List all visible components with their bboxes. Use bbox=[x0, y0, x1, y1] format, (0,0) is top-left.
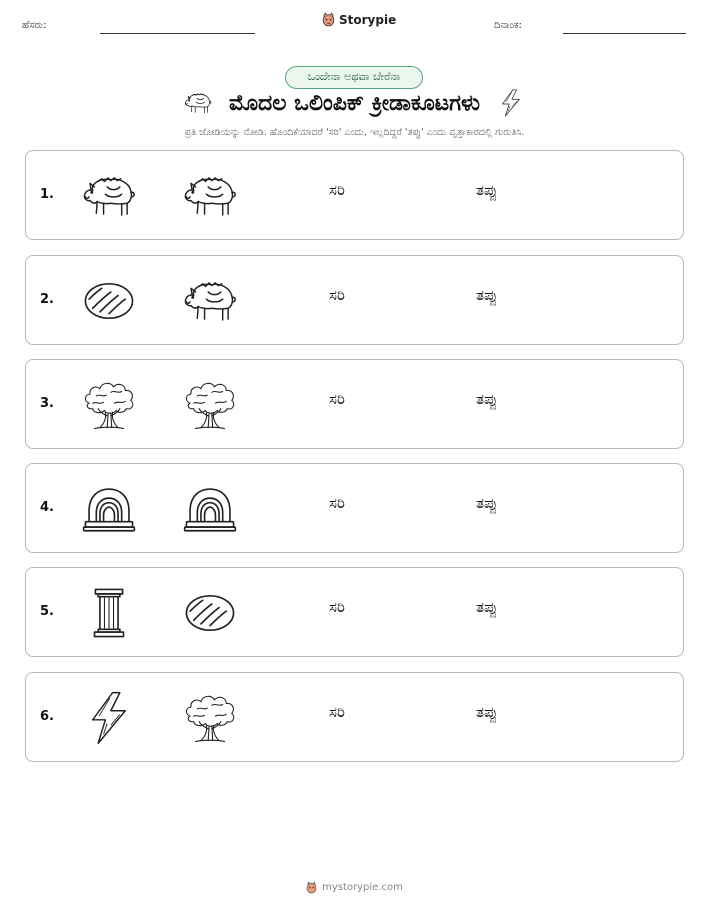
question-row bbox=[25, 359, 684, 449]
boar-icon bbox=[181, 88, 215, 118]
false-option[interactable]: ತಪ್ಪು bbox=[476, 598, 498, 616]
instructions: ಪ್ರತಿ ಜೋಡಿಯನ್ನು ನೋಡಿ. ಹೊಂದಿಕೆಯಾದರೆ 'ಸರಿ' ಎಂದು, ಇಲ್ಲದಿದ್ದರೆ 'ತಪ್ಪು' ಎಂದು ವೃತ್ತಾಕಾರದಲ್ಲಿ ಗುರುತಿಸಿ. bbox=[184, 127, 525, 138]
storypie-mascot-icon bbox=[322, 12, 335, 27]
worksheet-type-tag: ಒಂದೇನಾ ಅಥವಾ ಬೇರೆನಾ bbox=[285, 66, 423, 89]
brand-logo bbox=[322, 12, 396, 27]
oven-icon bbox=[181, 480, 239, 538]
true-option[interactable]: ಸರಿ bbox=[329, 286, 345, 304]
true-option[interactable]: ಸರಿ bbox=[329, 181, 345, 199]
false-option[interactable]: ತಪ್ಪು bbox=[476, 494, 498, 512]
question-number: 1. bbox=[40, 187, 54, 202]
lightning-icon bbox=[494, 88, 528, 118]
question-number: 4. bbox=[40, 500, 54, 515]
boar-icon bbox=[80, 167, 138, 225]
question-number: 3. bbox=[40, 396, 54, 411]
question-row bbox=[25, 150, 684, 240]
date-label: ದಿನಾಂಕ: bbox=[494, 20, 522, 31]
oven-icon bbox=[80, 480, 138, 538]
false-option[interactable]: ತಪ್ಪು bbox=[476, 703, 498, 721]
bread-icon bbox=[181, 584, 239, 642]
footer-site-link[interactable]: mystorypie.com bbox=[322, 882, 403, 893]
olive-tree-icon bbox=[80, 376, 138, 434]
question-row bbox=[25, 672, 684, 762]
name-field[interactable] bbox=[100, 33, 255, 34]
column-icon bbox=[80, 584, 138, 642]
question-number: 5. bbox=[40, 604, 54, 619]
lightning-icon bbox=[80, 689, 138, 747]
storypie-mascot-icon bbox=[306, 881, 317, 894]
question-row bbox=[25, 255, 684, 345]
question-row bbox=[25, 567, 684, 657]
false-option[interactable]: ತಪ್ಪು bbox=[476, 390, 498, 408]
question-number: 2. bbox=[40, 292, 54, 307]
true-option[interactable]: ಸರಿ bbox=[329, 703, 345, 721]
boar-icon bbox=[181, 167, 239, 225]
question-row bbox=[25, 463, 684, 553]
title-row bbox=[0, 88, 709, 118]
false-option[interactable]: ತಪ್ಪು bbox=[476, 181, 498, 199]
olive-tree-icon bbox=[181, 689, 239, 747]
footer bbox=[0, 881, 709, 894]
page-title: ಮೊದಲ ಒಲಿಂಪಿಕ್ ಕ್ರೀಡಾಕೂಟಗಳು bbox=[229, 90, 480, 116]
true-option[interactable]: ಸರಿ bbox=[329, 390, 345, 408]
date-field[interactable] bbox=[563, 33, 686, 34]
name-label: ಹೆಸರು: bbox=[22, 20, 47, 31]
bread-icon bbox=[80, 272, 138, 330]
question-number: 6. bbox=[40, 709, 54, 724]
boar-icon bbox=[181, 272, 239, 330]
brand-name: Storypie bbox=[339, 12, 397, 27]
false-option[interactable]: ತಪ್ಪು bbox=[476, 286, 498, 304]
true-option[interactable]: ಸರಿ bbox=[329, 494, 345, 512]
true-option[interactable]: ಸರಿ bbox=[329, 598, 345, 616]
olive-tree-icon bbox=[181, 376, 239, 434]
